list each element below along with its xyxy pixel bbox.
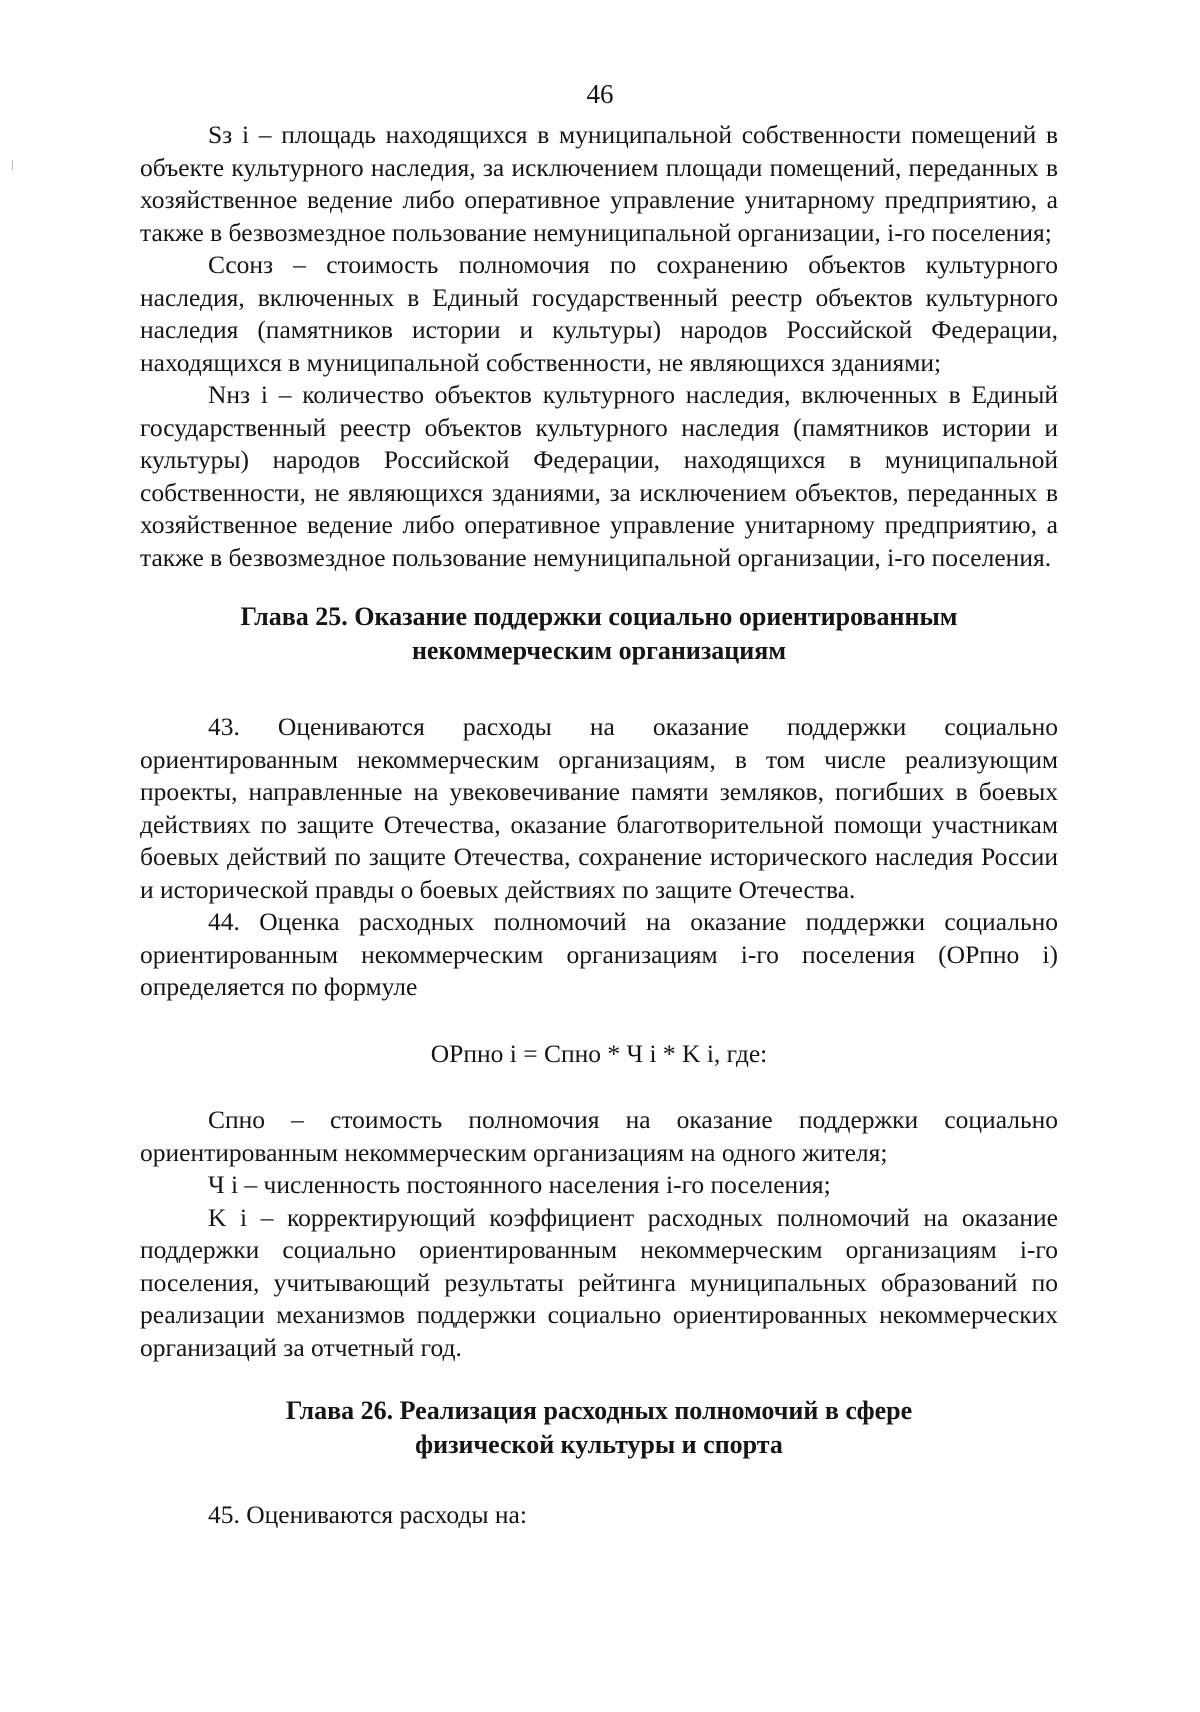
chapter-26-heading	[140, 1394, 1058, 1462]
definition-k-i: K i – корректирующий коэффициент расходных полномочий на оказание поддержки социально ориентированным некоммерческим организациям i-го поселения, учитывающий результаты рейтинга муниципальных образований по реализации механизмов поддержки социально ориентированных некоммерческих организаций за отчетный год.	[140, 1202, 1058, 1362]
chapter-25-title-line-2: некоммерческим организациям	[411, 636, 787, 665]
definition-nnz-i: Nнз i – количество объектов культурного наследия, включенных в Единый государственный реестр объектов культурного наследия (памятников истории и культуры) народов Российской Федерации, находящихся в муниципальной собственности, не являющихся зданиями, за исключением объектов, переданных в хозяйственное ведение либо оперативное управление унитарному предприятию, а также в безвозмездное пользование немуниципальной организации, i-го поселения.	[140, 380, 1058, 572]
chapter-26-title-line-1: Глава 26. Реализация расходных полномочий в сфере	[285, 1396, 913, 1425]
formula-orpno: ОРпно i = Спно * Ч i * K i, где:	[430, 1038, 768, 1068]
clause-44: 44. Оценка расходных полномочий на оказание поддержки социально ориентированным некоммерческим организациям i-го поселения (ОРпно i) определяется по формуле	[140, 907, 1058, 1001]
clause-45: 45. Оцениваются расходы на:	[208, 1500, 527, 1529]
page-body	[140, 119, 1058, 1532]
chapter-25-heading	[140, 600, 1058, 668]
definition-ch-i: Ч i – численность постоянного населения i-го поселения;	[208, 1170, 831, 1199]
definition-sz-i: Sз i – площадь находящихся в муниципальной собственности помещений в объекте культурного наследия, за исключением площади помещений, переданных в хозяйственное ведение либо оперативное управление унитарному предприятию, а также в безвозмездное пользование немуниципальной организации, i-го поселения;	[140, 120, 1058, 247]
definition-spno: Спно – стоимость полномочия на оказание поддержки социально ориентированным некоммерческим организациям на одного жителя;	[140, 1105, 1058, 1167]
definition-csonz: Ссонз – стоимость полномочия по сохранению объектов культурного наследия, включенных в Единый государственный реестр объектов культурного наследия (памятников истории и культуры) народов Российской Федерации, находящихся в муниципальной собственности, не являющихся зданиями;	[140, 250, 1058, 377]
chapter-25-title-line-1: Глава 25. Оказание поддержки социально ориентированным	[240, 602, 958, 631]
chapter-26-title-line-2: физической культуры и спорта	[415, 1430, 783, 1459]
page-number: 46	[586, 79, 614, 109]
scan-margin-mark	[12, 160, 13, 170]
clause-43: 43. Оцениваются расходы на оказание поддержки социально ориентированным некоммерческим организациям, в том числе реализующим проекты, направленные на увековечивание памяти земляков, погибших в боевых действиях по защите Отечества, оказание благотворительной помощи участникам боевых действий по защите Отечества, сохранение исторического наследия России и исторической правды о боевых действиях по защите Отечества.	[140, 712, 1058, 904]
